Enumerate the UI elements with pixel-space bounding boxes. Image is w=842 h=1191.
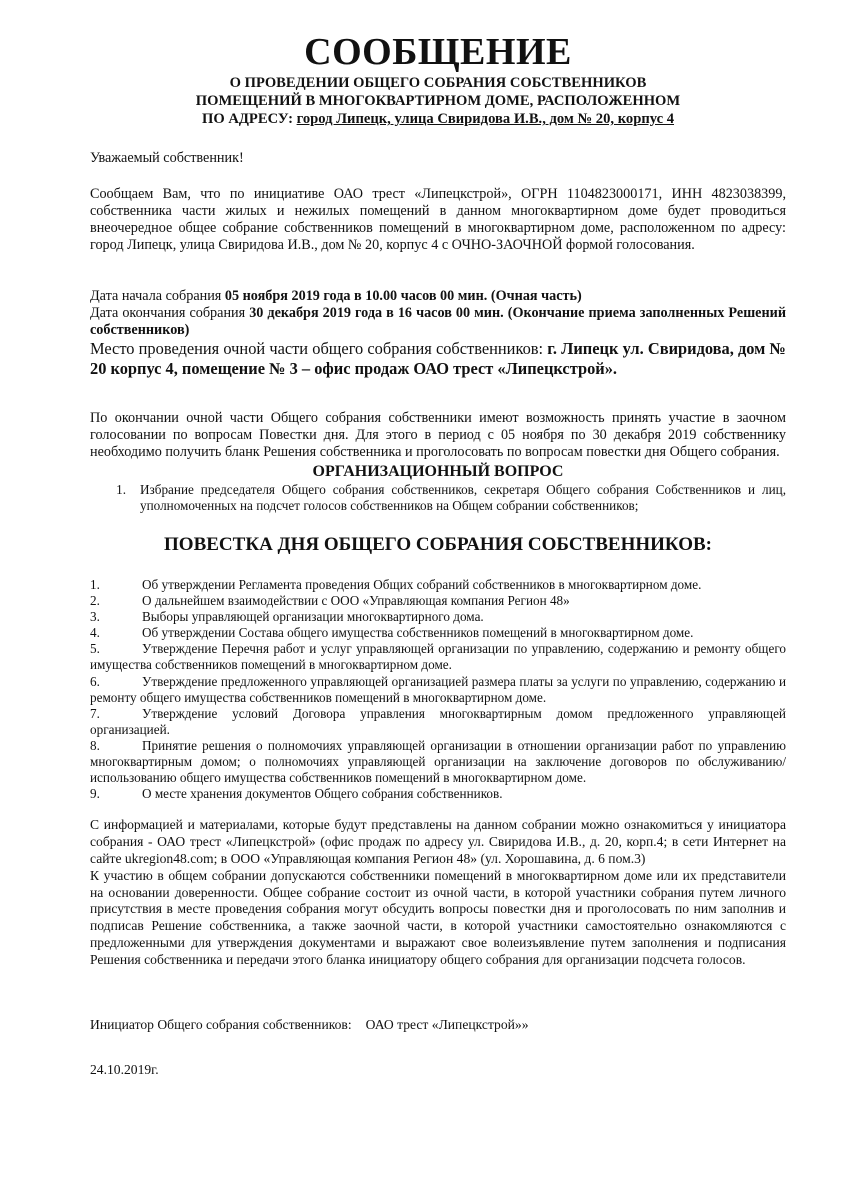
document-title: СООБЩЕНИЕ <box>304 31 572 73</box>
end-date-line <box>90 305 786 339</box>
initiator-org: ОАО трест «Липецкстрой»» <box>365 1017 529 1033</box>
agenda-item-text: Об утверждении Состава общего имущества собственников помещений в многоквартирном доме. <box>142 625 694 641</box>
absentee-voting-paragraph: По окончании очной части Общего собрания собственники имеют возможность принять участие в заочном голосовании по вопросам Повестки дня. Для этого в период с 05 ноября по 30 декабря 2019 собственнику необходимо получить бланк Решения собственника и проголосовать по вопросам повестки дня Общего собрания. <box>90 410 786 460</box>
meeting-dates <box>90 288 786 379</box>
agenda-item <box>90 593 786 609</box>
agenda-item <box>90 641 786 673</box>
initiator-label: Инициатор Общего собрания собственников: <box>90 1017 352 1033</box>
start-date-label: Дата начала собрания <box>90 288 225 304</box>
agenda-item-text: Принятие решения о полномочиях управляющей организации в отношении организации работ по управлению многоквартирным домом; о полномочиях управляющей организации на заключение договоров по обслуживанию/использованию общего имущества собственников помещений в многоквартирном доме. <box>90 737 786 786</box>
address-underlined: город Липецк, улица Свиридова И.В., дом № 20, корпус 4 <box>296 111 675 127</box>
subtitle-line-2: ПОМЕЩЕНИЙ В МНОГОКВАРТИРНОМ ДОМЕ, РАСПОЛОЖЕННОМ <box>195 93 681 109</box>
agenda-item-number: 6. <box>90 673 100 689</box>
document-date: 24.10.2019г. <box>90 1062 159 1078</box>
agenda-item-number: 8. <box>90 737 100 753</box>
agenda-item-number: 7. <box>90 705 100 721</box>
participation-paragraph: К участию в общем собрании допускаются собственники помещений в многоквартирном доме или их представители на основании доверенности. Общее собрание состоит из очной части, в которой участники собрания путем личного присутствия в месте проведения собрания могут обсудить вопросы повестки дня и проголосовать по ним заполнив и подписав Решение собственника, а также заочной части, в которой участники самостоятельно ознакомляются с предложенными для утверждения документами и выражают свое волеизъявление путем заполнения и подписания Решения собственника и передачи этого бланка инициатору общего собрания для организации подсчета голосов. <box>90 867 786 967</box>
materials-info <box>90 817 786 968</box>
meeting-place-value: г. Липецк ул. Свиридова, дом № 20 корпус 4, помещение № 3 – офис продаж ОАО трест «Липецкстрой». <box>90 339 786 378</box>
org-item-number: 1. <box>116 482 126 497</box>
agenda-item-number: 9. <box>90 786 100 802</box>
start-date-line <box>90 288 786 305</box>
agenda-item-text: Утверждение Перечня работ и услуг управляющей организации по управлению, содержанию и ремонту общего имущества собственников помещений в многоквартирном доме. <box>90 641 786 673</box>
agenda-item <box>90 786 786 802</box>
subtitle-line-3 <box>90 110 786 128</box>
agenda-item <box>90 706 786 738</box>
agenda-item-text: Утверждение условий Договора управления многоквартирным домом предложенного управляющей организацией. <box>90 705 786 737</box>
agenda-item <box>90 609 786 625</box>
document-subtitle <box>90 74 786 128</box>
agenda-item-number: 1. <box>90 577 100 592</box>
agenda-item-text: О дальнейшем взаимодействии с ООО «Управляющая компания Регион 48» <box>142 593 570 609</box>
initiator-line <box>90 1016 786 1033</box>
meeting-place-line <box>90 339 786 379</box>
meeting-place-label: Место проведения очной части общего собрания собственников: <box>90 339 548 358</box>
agenda-item-text: О месте хранения документов Общего собрания собственников. <box>142 786 503 802</box>
agenda-item-text: Утверждение предложенного управляющей организацией размера платы за услуги по управлению, содержанию и ремонту общего имущества собственников помещений в многоквартирном доме. <box>90 673 786 705</box>
subtitle-line-1: О ПРОВЕДЕНИИ ОБЩЕГО СОБРАНИЯ СОБСТВЕННИКОВ <box>229 75 647 91</box>
intro-paragraph: Сообщаем Вам, что по инициативе ОАО трест «Липецкстрой», ОГРН 1104823000171, ИНН 4823038399, собственника части жилых и нежилых помещений в данном многоквартирном доме будет проводиться внеочередное общее собрание собственников помещений в многоквартирном доме, расположенном по адресу: город Липецк, улица Свиридова И.В., дом № 20, корпус 4 с ОЧНО-ЗАОЧНОЙ формой голосования. <box>90 186 786 253</box>
agenda-item-number: 3. <box>90 609 100 625</box>
address-prefix: ПО АДРЕСУ: <box>201 111 297 127</box>
agenda-heading: ПОВЕСТКА ДНЯ ОБЩЕГО СОБРАНИЯ СОБСТВЕННИКОВ: <box>164 534 712 555</box>
greeting: Уважаемый собственник! <box>90 150 244 166</box>
agenda-item <box>90 674 786 706</box>
agenda-item-number: 5. <box>90 641 100 657</box>
org-question-item <box>90 482 786 514</box>
agenda-item <box>90 625 786 641</box>
org-item-text: Избрание председателя Общего собрания собственников, секретаря Общего собрания Собственников и лиц, уполномоченных на подсчет голосов собственников на Общем собрании собственников; <box>140 482 786 513</box>
org-question-heading: ОРГАНИЗАЦИОННЫЙ ВОПРОС <box>312 463 564 480</box>
end-date-value: 30 декабря 2019 года в 16 часов 00 мин. (Окончание приема заполненных Решений собственников) <box>90 305 786 338</box>
agenda-item-text: Об утверждении Регламента проведения Общих собраний собственников в многоквартирном доме. <box>142 577 702 592</box>
agenda-item <box>90 577 786 593</box>
agenda-item-number: 4. <box>90 625 100 641</box>
agenda-item <box>90 738 786 786</box>
agenda-item-text: Выборы управляющей организации многоквартирного дома. <box>142 609 484 625</box>
end-date-label: Дата окончания собрания <box>90 305 250 321</box>
agenda-list <box>90 577 786 802</box>
start-date-value: 05 ноября 2019 года в 10.00 часов 00 мин. (Очная часть) <box>224 288 582 304</box>
agenda-item-number: 2. <box>90 593 100 609</box>
materials-paragraph: С информацией и материалами, которые будут представлены на данном собрании можно ознакомиться у инициатора собрания - ОАО трест «Липецкстрой» (офис продаж по адресу ул. Свиридова И.В., д. 20, корп.4; в сети Интернет на сайте ukregion48.com; в ООО «Управляющая компания Регион 48» (ул. Хорошавина, д. 6 пом.3) <box>90 817 786 866</box>
